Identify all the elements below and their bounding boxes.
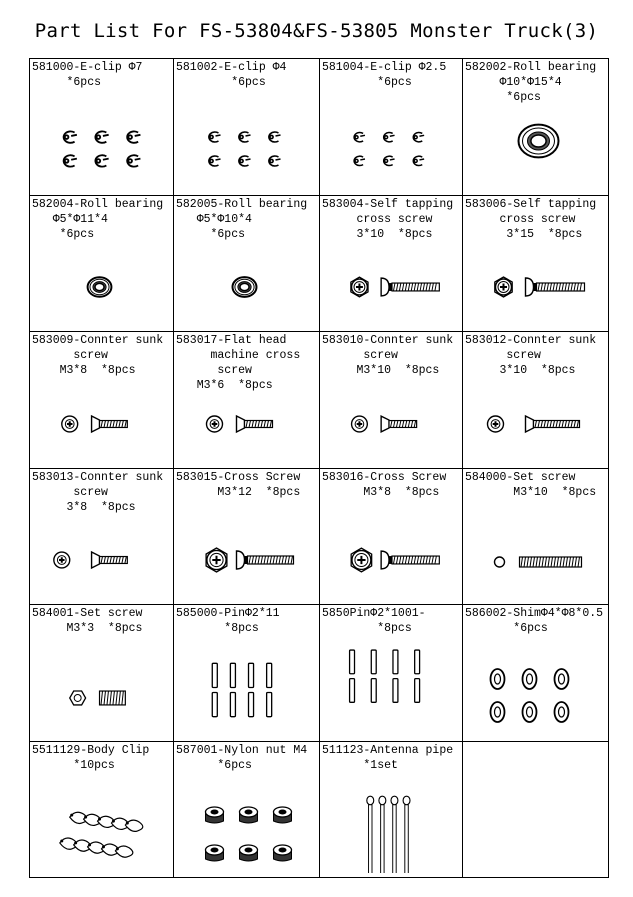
part-label: 584000-Set screw M3*10 *8pcs <box>465 470 597 499</box>
parts-table <box>29 58 609 878</box>
part-label: 582004-Roll bearing Φ5*Φ11*4 *6pcs <box>32 197 164 241</box>
countersunk-screw-icon <box>320 384 462 464</box>
part-label: 511123-Antenna pipe *1set <box>322 743 454 772</box>
parts-row <box>30 195 609 332</box>
part-label: 583013-Connter sunk screw 3*8 *8pcs <box>32 470 164 514</box>
part-cell-cross-m3-12 <box>174 468 320 605</box>
part-cell-cross-m3-8 <box>320 468 463 605</box>
nylon-nut-icon <box>174 793 319 873</box>
bearing-icon <box>463 111 608 191</box>
countersunk-screw-icon <box>174 384 319 464</box>
part-cell-pin-2-1001 <box>320 605 463 742</box>
part-label: 583009-Connter sunk screw M3*8 *8pcs <box>32 334 164 377</box>
part-label: 581000-E-clip Φ7 *6pcs <box>32 61 143 89</box>
part-label: 583015-Cross Screw M3*12 *8pcs <box>176 470 301 499</box>
parts-row <box>30 332 609 469</box>
part-cell-e-clip-7 <box>30 59 174 196</box>
pan-head-screw-icon <box>174 520 319 600</box>
part-cell-self-tap-3-15 <box>463 195 609 332</box>
part-cell-empty <box>463 741 609 878</box>
shim-icon <box>463 657 608 737</box>
part-cell-self-tap-3-10 <box>320 195 463 332</box>
part-cell-sunk-m3-10 <box>320 332 463 469</box>
set-screw-icon <box>30 657 173 737</box>
part-cell-sunk-m3-8 <box>30 332 174 469</box>
body-clip-icon <box>30 793 173 873</box>
parts-row <box>30 605 609 742</box>
part-cell-e-clip-4 <box>174 59 320 196</box>
part-label: 583010-Connter sunk screw M3*10 *8pcs <box>322 334 454 377</box>
parts-row <box>30 59 609 196</box>
part-cell-roll-bearing-5-11 <box>30 195 174 332</box>
part-label: 583017-Flat head machine cross screw M3*6 *8pcs <box>176 334 301 392</box>
pin-icon <box>320 642 462 737</box>
antenna-pipe-icon <box>320 778 462 873</box>
part-cell-nylon-nut <box>174 741 320 878</box>
part-cell-sunk-3-10 <box>463 332 609 469</box>
part-label: 582002-Roll bearing Φ10*Φ15*4 *6pcs <box>465 61 597 104</box>
part-cell-body-clip <box>30 741 174 878</box>
part-cell-antenna-pipe <box>320 741 463 878</box>
page-title: Part List For FS-53804&FS-53805 Monster Truck(3) <box>34 20 599 42</box>
e-clip-icon <box>320 111 462 191</box>
countersunk-screw-icon <box>30 520 173 600</box>
e-clip-icon <box>30 111 173 191</box>
pan-head-screw-icon <box>320 247 462 327</box>
part-cell-sunk-3-8 <box>30 468 174 605</box>
part-label: 583012-Connter sunk screw 3*10 *8pcs <box>465 334 597 377</box>
part-cell-shim <box>463 605 609 742</box>
parts-row <box>30 468 609 605</box>
countersunk-screw-icon <box>463 384 608 464</box>
set-screw-icon <box>463 520 608 600</box>
pan-head-screw-icon <box>463 247 608 327</box>
part-cell-flat-head-m3-6 <box>174 332 320 469</box>
part-cell-set-m3-3 <box>30 605 174 742</box>
part-label: 5850PinΦ2*1001- *8pcs <box>322 607 426 635</box>
bearing-icon <box>174 247 319 327</box>
pin-icon <box>174 642 319 737</box>
parts-row <box>30 741 609 878</box>
part-cell-e-clip-2-5 <box>320 59 463 196</box>
part-label: 584001-Set screw M3*3 *8pcs <box>32 607 143 635</box>
part-label: 583016-Cross Screw M3*8 *8pcs <box>322 470 447 499</box>
part-label: 5511129-Body Clip *10pcs <box>32 743 150 772</box>
part-cell-roll-bearing-10 <box>463 59 609 196</box>
part-label: 587001-Nylon nut M4 *6pcs <box>176 743 308 772</box>
part-cell-set-m3-10 <box>463 468 609 605</box>
part-label: 582005-Roll bearing Φ5*Φ10*4 *6pcs <box>176 197 308 241</box>
part-label: 585000-PinΦ2*11 *8pcs <box>176 607 280 635</box>
e-clip-icon <box>174 111 319 191</box>
part-cell-roll-bearing-5-10 <box>174 195 320 332</box>
countersunk-screw-icon <box>30 384 173 464</box>
part-label: 583006-Self tapping cross screw 3*15 *8pcs <box>465 197 597 241</box>
part-label: 583004-Self tapping cross screw 3*10 *8pcs <box>322 197 454 241</box>
part-label: 581002-E-clip Φ4 *6pcs <box>176 61 287 89</box>
part-cell-pin-2-11 <box>174 605 320 742</box>
bearing-icon <box>30 247 173 327</box>
pan-head-screw-icon <box>320 520 462 600</box>
part-label: 581004-E-clip Φ2.5 *6pcs <box>322 61 447 89</box>
part-label: 586002-ShimΦ4*Φ8*0.5 *6pcs <box>465 607 604 635</box>
